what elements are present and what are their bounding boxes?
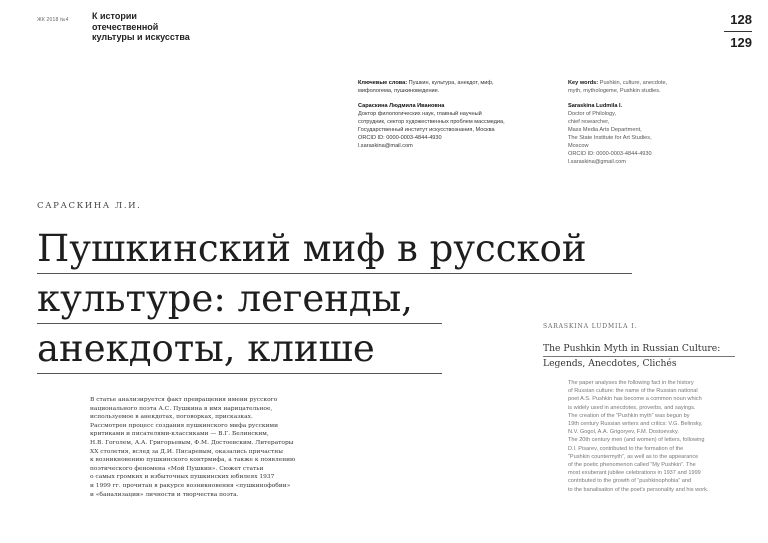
abstract-line: национального поэта А.С. Пушкина в имя нарицательное, [90, 405, 273, 412]
author-detail: The State Institute for Art Studies, [568, 135, 652, 141]
abstract-line: N.V. Gogol, A.A. Grigoryev, F.M. Dostoevsky. [568, 429, 679, 436]
abstract-line: о самых громких и избыточных пушкинских юбилеях 1937 [90, 474, 275, 481]
author-orcid: ORCID ID: 0000-0003-4844-4930 [568, 151, 652, 157]
author-email: l.saraskina@gmail.com [568, 159, 626, 165]
page-numbers [724, 11, 752, 52]
abstract-line: к возникновению пушкинского контрмифа, а также к появлению [90, 457, 296, 464]
title-line: The Pushkin Myth in Russian Culture: [543, 342, 735, 357]
author-detail: Doctor of Philology, [568, 111, 617, 117]
abstract-ru [90, 396, 305, 499]
abstract-line: poet A.S. Pushkin has become a common noun which [568, 396, 702, 403]
title-line: Legends, Anecdotes, Clichés [543, 358, 677, 369]
author-detail: chief researcher, [568, 119, 610, 125]
abstract-line: 19th century Russian writers and critics: V.G. Belinsky, [568, 421, 703, 428]
author-detail: Государственный институт искусствознания, Москва [358, 127, 495, 133]
abstract-line: критиками и писателями-классиками — В.Г. Белинским, [90, 431, 269, 438]
keywords-text: Пушкин, культура, анекдот, миф, [407, 80, 494, 86]
abstract-line: “Pushkin countermyth”, as well as to the appearance [568, 453, 699, 460]
title-line: анекдоты, клише [37, 324, 442, 374]
abstract-line: contributed to the growth of “pushkinophobia” and [568, 478, 692, 485]
keywords-label: Ключевые слова: [358, 80, 408, 86]
abstract-line: Рассмотрен процесс создания пушкинского мифа русскими [90, 422, 279, 429]
page-number-divider [724, 31, 752, 32]
title-line: Пушкинский миф в русской [37, 224, 632, 274]
abstract-line: и «банализации» личности и творчества поэта. [90, 491, 239, 498]
abstract-line: В статье анализируется факт превращения имени русского [90, 397, 278, 403]
abstract-line: The 20th century men (and women) of letters, following [568, 437, 705, 444]
abstract-line: is widely used in anecdotes, proverbs, and sayings. [568, 404, 696, 411]
keywords-block-en [568, 79, 748, 166]
abstract-line: Н.В. Гоголем, А.А. Григорьевым, Ф.М. Достоевским. Литераторы [90, 439, 294, 446]
journal-title-line: отечественной [92, 21, 159, 32]
author-detail: Mass Media Arts Department, [568, 127, 642, 133]
author-detail: Доктор филологических наук, главный научный [358, 111, 482, 117]
abstract-en [568, 379, 753, 494]
journal-title-line: К истории [92, 11, 137, 21]
keywords-block-ru [358, 79, 538, 150]
author-detail: Moscow [568, 143, 589, 149]
keywords-text: myth, mythologeme, Pushkin studies. [568, 88, 661, 94]
abstract-line: most exuberant jubilee celebrations in 1937 and 1999 [568, 470, 701, 477]
author-orcid: ORCID ID: 0000-0003-4844-4930 [358, 135, 442, 141]
keywords-label: Key words: [568, 80, 599, 86]
abstract-line: The paper analyses the following fact in the history [568, 380, 694, 386]
author-email: l.saraskina@mail.com [358, 143, 413, 149]
abstract-line: The creation of the “Pushkin myth” was begun by [568, 412, 690, 419]
journal-title-line: культуры и искусства [92, 32, 190, 42]
keywords-text: Pushkin, culture, anecdote, [598, 80, 668, 86]
page-number-left: 128 [730, 12, 752, 27]
issue-number: ЖК 2018 №4 [37, 17, 69, 23]
author-name: Saraskina Ludmila I. [568, 103, 623, 109]
journal-section-title [92, 11, 242, 43]
article-author-en: SARASKINA LUDMILA I. [543, 323, 638, 330]
author-name: Сараскина Людмила Ивановна [358, 103, 445, 109]
keywords-text: мифологема, пушкиноведение. [358, 88, 440, 94]
abstract-line: поэтического феномена «Мой Пушкин». Сюжет статьи [90, 465, 264, 472]
article-title-en [543, 342, 743, 371]
page-number-right: 129 [730, 35, 752, 50]
author-detail: сотрудник, сектор художественных проблем массмедиа, [358, 119, 505, 125]
abstract-line: XX столетия, вслед за Д.И. Писаревым, оказались причастны [90, 448, 283, 455]
abstract-line: of the poetic phenomenon called “My Pushkin”. The [568, 462, 696, 469]
title-line: культуре: легенды, [37, 274, 442, 324]
abstract-line: D.I. Pisarev, contributed to the formation of the [568, 445, 684, 452]
abstract-line: используемое в анекдотах, поговорках, присказках. [90, 414, 253, 421]
abstract-line: to the banalisation of the poet’s personality and his work. [568, 486, 709, 493]
abstract-line: и 1999 гг. прочитан в ракурсе возникновения «пушкинофобии» [90, 482, 291, 489]
abstract-line: of Russian culture: the name of the Russian national [568, 388, 698, 395]
article-author-ru: САРАСКИНА Л.И. [37, 201, 142, 211]
